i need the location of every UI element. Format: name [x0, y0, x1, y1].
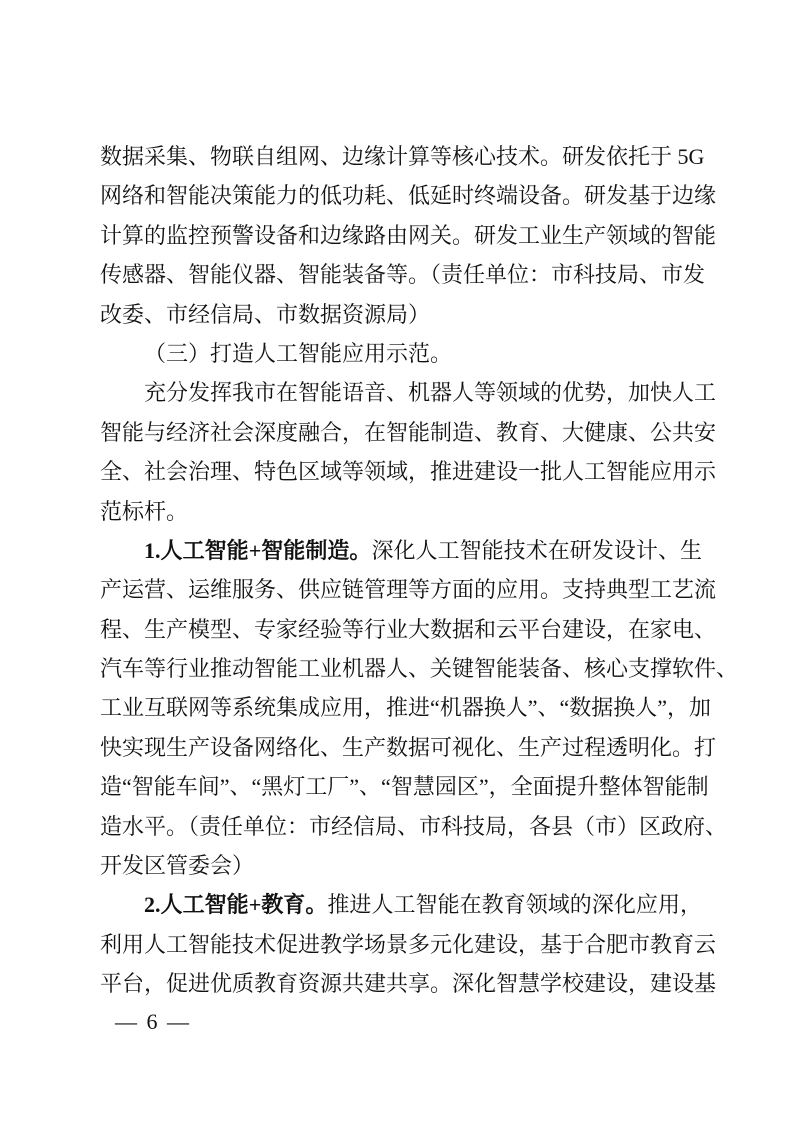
text-line [100, 807, 728, 846]
text-line [100, 925, 717, 964]
text-line [100, 413, 717, 452]
paragraph [100, 885, 717, 1003]
line-text: 深化人工智能技术在研发设计、生 [371, 537, 702, 563]
text-line [100, 216, 717, 255]
text-line [100, 728, 717, 767]
text-line [100, 688, 712, 727]
text-line [100, 255, 706, 294]
text-line [100, 570, 717, 609]
line-text: 产运营、运维服务、供应链管理等方面的应用。支持典型工艺流 [100, 577, 717, 603]
text-line [100, 649, 739, 688]
line-text: 推进人工智能在教育领域的深化应用， [327, 892, 702, 918]
line-text: 程、生产模型、专家经验等行业大数据和云平台建设，在家电、 [100, 616, 717, 642]
page-number: — 6 — [115, 1009, 191, 1034]
line-text: 智能与经济社会深度融合，在智能制造、教育、大健康、公共安 [100, 419, 717, 445]
line-text: 造水平。（责任单位：市经信局、市科技局，各县（市）区政府、 [100, 813, 728, 839]
text-line [100, 964, 717, 1003]
paragraph [100, 137, 717, 334]
text-line [100, 137, 705, 176]
line-text: 利用人工智能技术促进教学场景多元化建设，基于合肥市教育云 [100, 931, 717, 957]
line-text: 开发区管委会） [100, 853, 255, 879]
text-line [100, 885, 702, 924]
line-text: 网络和智能决策能力的低功耗、低延时终端设备。研发基于边缘 [100, 183, 717, 209]
text-line [100, 492, 702, 531]
line-text: 工业互联网等系统集成应用，推进“机器换人”、“数据换人”，加 [100, 695, 712, 721]
text-line [100, 452, 717, 491]
line-text: 造“智能车间”、“黑灯工厂”、“智慧园区”，全面提升整体智能制 [100, 774, 709, 800]
paragraph [100, 334, 702, 373]
line-text: 全、社会治理、特色区域等领域，推进建设一批人工智能应用示 [100, 459, 717, 485]
line-text: 平台，促进优质教育资源共建共享。深化智慧学校建设，建设基 [100, 971, 717, 997]
line-text: 范标杆。 [100, 498, 189, 524]
document-body [100, 137, 739, 1004]
text-line [100, 610, 717, 649]
text-line [100, 531, 702, 570]
line-text: 数据采集、物联自组网、边缘计算等核心技术。研发依托于 5G [100, 144, 705, 169]
text-line [100, 295, 702, 334]
line-text: 汽车等行业推动智能工业机器人、关键智能装备、核心支撑软件、 [100, 656, 739, 682]
bold-heading: 2.人工智能+教育。 [144, 892, 328, 918]
line-text: 快实现生产设备网络化、生产数据可视化、生产过程透明化。打 [100, 734, 717, 760]
line-text: 充分发挥我市在智能语音、机器人等领域的优势，加快人工 [144, 380, 717, 406]
line-text: 改委、市经信局、市数据资源局） [100, 301, 431, 327]
line-text: 计算的监控预警设备和边缘路由网关。研发工业生产领域的智能 [100, 222, 717, 248]
paragraph [100, 531, 739, 886]
paragraph [100, 373, 717, 531]
text-line [100, 176, 717, 215]
text-line [100, 373, 717, 412]
line-text: 传感器、智能仪器、智能装备等。（责任单位：市科技局、市发 [100, 262, 706, 288]
bold-heading: 1.人工智能+智能制造。 [144, 537, 372, 563]
text-line [100, 767, 709, 806]
line-text: （三）打造人工智能应用示范。 [144, 340, 453, 366]
text-line [100, 334, 702, 373]
text-line [100, 846, 702, 885]
